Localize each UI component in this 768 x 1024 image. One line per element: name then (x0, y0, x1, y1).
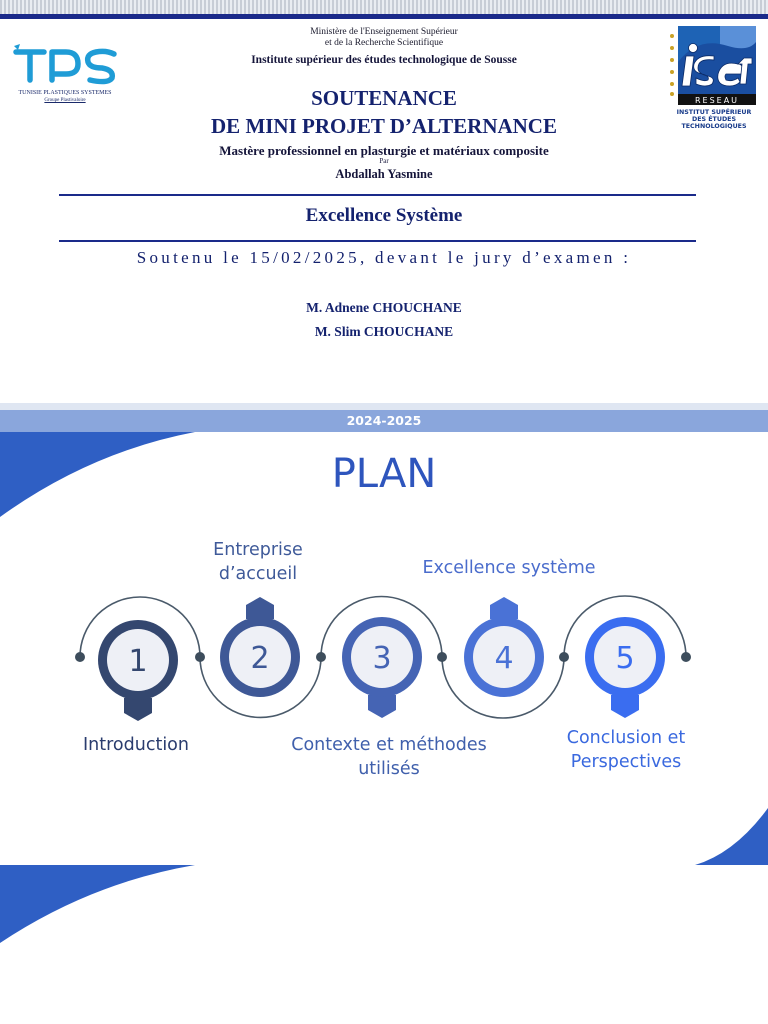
plan-top-band (0, 403, 768, 410)
iset-reseau-text: RESEAU (694, 96, 740, 105)
step-number: 2 (250, 641, 270, 676)
step-label-line: Introduction (83, 735, 189, 755)
step-label-line: utilisés (358, 759, 420, 779)
step-label-introduction (60, 733, 212, 757)
step-number: 5 (615, 641, 635, 676)
cover-title-line-1: SOUTENANCE (311, 86, 457, 110)
decorative-swoosh-bottom-right (695, 808, 768, 865)
tps-logo-subcaption: Groupe Plastivaloire (44, 98, 86, 103)
connector-dot (75, 652, 85, 662)
academic-year: 2024-2025 (346, 413, 422, 428)
ministry-line-1: Ministère de l'Enseignement Supérieur (310, 27, 458, 37)
iset-caption-line: INSTITUT SUPÉRIEUR (676, 109, 752, 116)
tps-logo-caption: TUNISIE PLASTIQUES SYSTEMES (18, 90, 112, 96)
jury-member: M. Adnene CHOUCHANE (306, 300, 462, 315)
step-label-line: Conclusion et (566, 728, 686, 748)
connector-dot (195, 652, 205, 662)
plan-title: PLAN (331, 451, 437, 497)
plan-slide (0, 403, 768, 865)
step-number: 4 (494, 641, 514, 676)
decorative-swoosh-top-left (0, 865, 200, 945)
step-label-contexte (264, 733, 514, 781)
jury-member: M. Slim CHOUCHANE (314, 324, 454, 339)
cover-title-line-2: DE MINI PROJET D’ALTERNANCE (211, 114, 557, 138)
plan-step-5 (585, 617, 665, 718)
ministry-line-2: et de la Recherche Scientifique (324, 38, 444, 48)
top-accent-line (0, 14, 768, 19)
author-name: Abdallah Yasmine (335, 167, 433, 181)
step-number: 3 (372, 641, 392, 676)
iset-caption-line: TECHNOLOGIQUES (681, 123, 747, 131)
next-slide-partial (0, 865, 768, 1024)
connector-dot (316, 652, 326, 662)
step-label-line: Perspectives (570, 752, 682, 772)
plan-step-2 (220, 597, 300, 697)
connector-dot (559, 652, 569, 662)
top-pattern-band (0, 0, 768, 14)
plan-step-1 (98, 620, 178, 721)
connector-dot (681, 652, 691, 662)
defense-date-line: Soutenu le 15/02/2025, devant le jury d’examen : (136, 248, 632, 267)
step-label-line: Contexte et méthodes (291, 735, 487, 755)
project-topic: Excellence Système (305, 205, 463, 226)
cover-slide (0, 0, 768, 403)
institute-name: Institute supérieur des études technologique de Sousse (251, 54, 517, 66)
plan-steps-diagram (0, 563, 768, 733)
degree-name: Mastère professionnel en plasturgie et matériaux composite (219, 143, 549, 158)
step-number: 1 (128, 644, 148, 679)
step-label-conclusion (540, 726, 712, 774)
by-label: Par (379, 157, 389, 165)
divider-top (59, 194, 696, 196)
iset-caption-line: DES ÉTUDES (691, 116, 737, 124)
connector-dot (437, 652, 447, 662)
step-label-line: Entreprise (213, 540, 303, 560)
divider-bottom (59, 240, 696, 242)
step-label-line: d’accueil (218, 564, 298, 584)
step-label-line: Excellence système (422, 558, 596, 578)
step-label-entreprise (170, 538, 346, 586)
plan-step-4 (464, 597, 544, 697)
plan-step-3 (342, 617, 422, 718)
step-label-excellence (380, 556, 638, 580)
